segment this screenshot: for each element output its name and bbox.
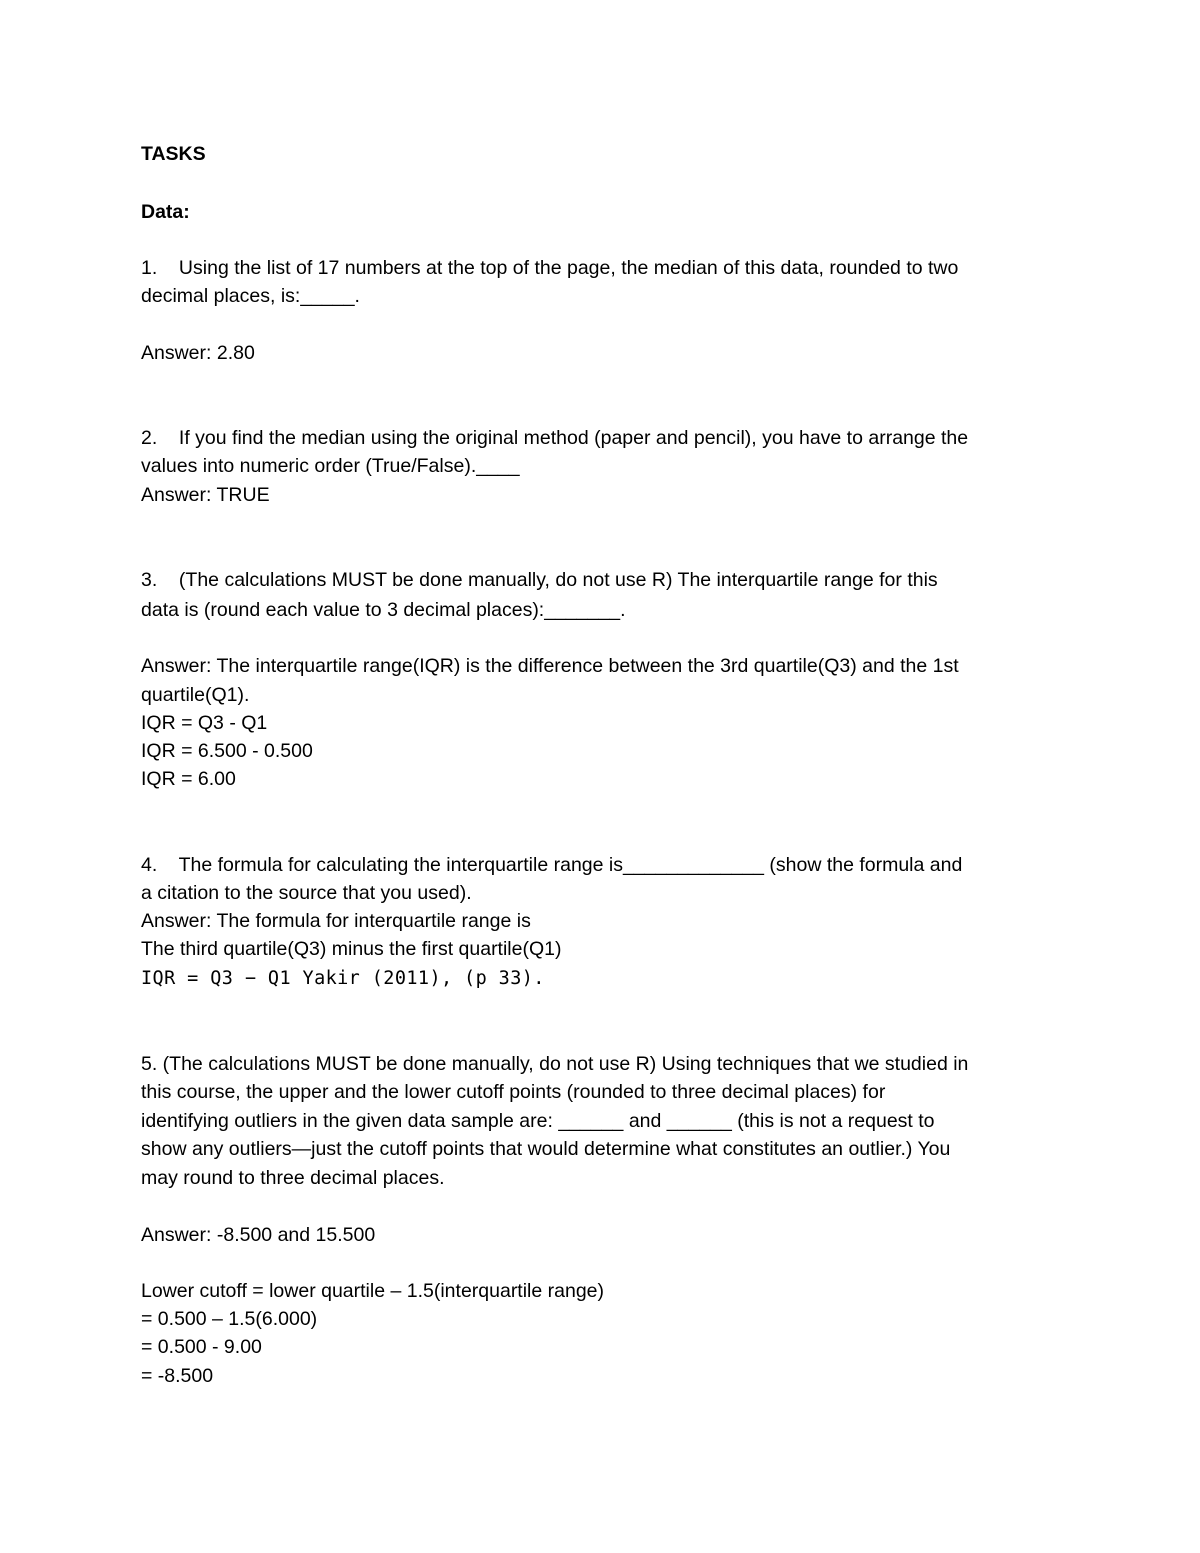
- question-3-calc-1: IQR = Q3 - Q1: [141, 712, 268, 734]
- question-3-calc-2: IQR = 6.500 - 0.500: [141, 740, 313, 762]
- question-3-answer-line-2: quartile(Q1).: [141, 684, 250, 706]
- question-3-calc-3: IQR = 6.00: [141, 768, 236, 790]
- question-5-calc-3: = 0.500 - 9.00: [141, 1336, 262, 1358]
- question-3-answer-line-1: Answer: The interquartile range(IQR) is the difference between the 3rd quartile(Q3) and the 1st: [141, 655, 959, 677]
- question-5-calc-2: = 0.500 – 1.5(6.000): [141, 1308, 318, 1330]
- question-2-line-1: 2. If you find the median using the original method (paper and pencil), you have to arrange the: [141, 427, 969, 449]
- question-5-answer: Answer: -8.500 and 15.500: [141, 1224, 376, 1246]
- question-5-line-3: identifying outliers in the given data sample are: ______ and ______ (this is not a request to: [141, 1110, 935, 1132]
- question-5-line-5: may round to three decimal places.: [141, 1167, 445, 1189]
- question-1-answer: Answer: 2.80: [141, 342, 255, 364]
- question-4-formula: IQR = Q3 − Q1 Yakir (2011), (p 33).: [141, 968, 545, 989]
- question-4-line-1: 4. The formula for calculating the interquartile range is_____________ (show the formula and: [141, 854, 963, 876]
- question-2-line-2: values into numeric order (True/False).____: [141, 455, 520, 477]
- question-5-line-4: show any outliers—just the cutoff points that would determine what constitutes an outlier.) You: [141, 1138, 951, 1160]
- question-1-line-1: 1. Using the list of 17 numbers at the top of the page, the median of this data, rounded to two: [141, 257, 959, 279]
- question-2-answer: Answer: TRUE: [141, 484, 270, 506]
- question-1-line-2: decimal places, is:_____.: [141, 285, 360, 307]
- question-3-line-2: data is (round each value to 3 decimal places):_______.: [141, 599, 626, 621]
- question-4-answer-line-2: The third quartile(Q3) minus the first quartile(Q1): [141, 938, 562, 960]
- question-5-calc-4: = -8.500: [141, 1365, 214, 1387]
- question-5-line-1: 5. (The calculations MUST be done manually, do not use R) Using techniques that we studied in: [141, 1053, 969, 1075]
- question-4-answer-line-1: Answer: The formula for interquartile range is: [141, 910, 531, 932]
- question-3-line-1: 3. (The calculations MUST be done manually, do not use R) The interquartile range for this: [141, 569, 938, 591]
- question-5-line-2: this course, the upper and the lower cutoff points (rounded to three decimal places) for: [141, 1081, 886, 1103]
- data-subheading: Data:: [141, 201, 190, 223]
- page-heading: TASKS: [141, 143, 206, 165]
- question-4-line-2: a citation to the source that you used).: [141, 882, 472, 904]
- question-5-calc-1: Lower cutoff = lower quartile – 1.5(interquartile range): [141, 1280, 605, 1302]
